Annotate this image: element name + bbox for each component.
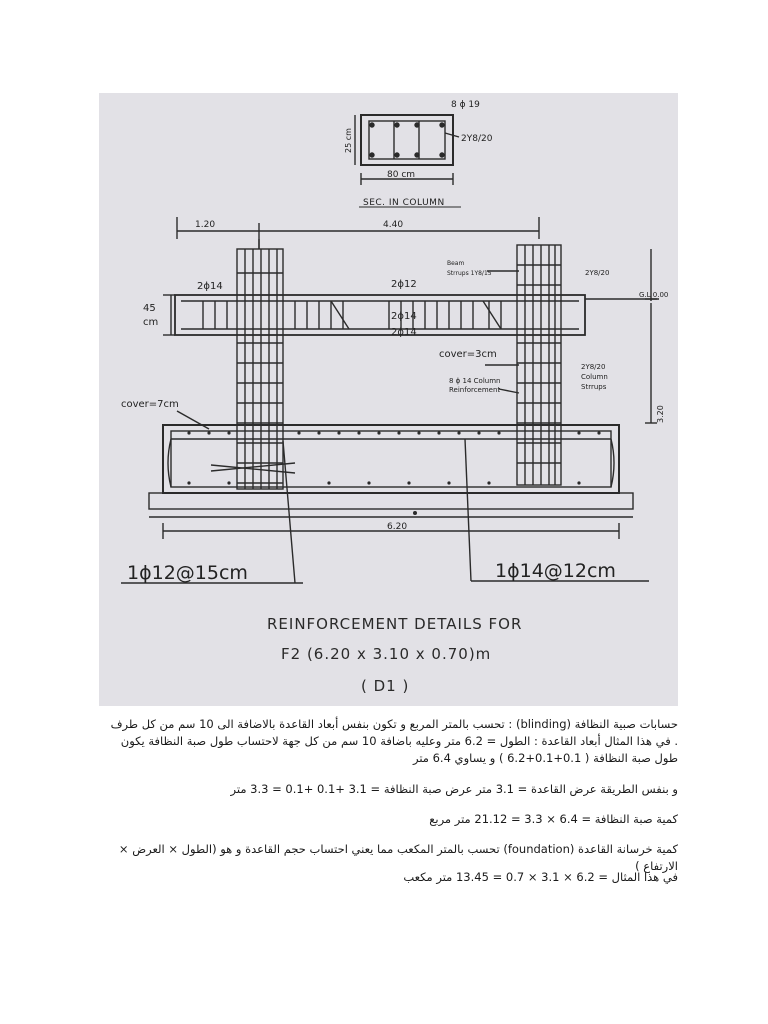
column-stirrups-label-1: 2Y8/20: [581, 363, 606, 371]
right-column: [517, 245, 561, 485]
footing-length-dim: 6.20: [387, 522, 408, 532]
column-width-dim-label: 80 cm: [387, 170, 416, 180]
height-dim: 3.20: [656, 405, 665, 423]
beam-top-left-label: 2ϕ14: [197, 281, 223, 292]
paragraph-blinding: [104, 716, 678, 767]
reinforcement-drawing: [99, 93, 678, 706]
caption-line-1: REINFORCEMENT DETAILS FOR: [267, 615, 523, 633]
column-stirrups-label-2: Column: [581, 373, 608, 381]
paragraph-blinding-width-text: و بنفس الطريقة عرض القاعدة = 3.1 متر عرض صبة النظافة = 3.1 +0.1 +0.1 = 3.3 متر: [230, 782, 678, 796]
column-stirrup-label: 2Y8/20: [461, 134, 493, 144]
beam-cover-label: cover=3cm: [439, 349, 497, 360]
beam-depth-value: 45: [143, 303, 156, 314]
caption-line-2: F2 (6.20 x 3.10 x 0.70)m: [281, 645, 492, 663]
right-stirrup-label: 2Y8/20: [585, 269, 610, 277]
blinding-slab: [149, 493, 633, 509]
beam-top-mid-label: 2ϕ12: [391, 279, 417, 290]
beam-bottom-label-1: 2ϕ14: [391, 311, 417, 322]
paragraph-blinding-text: حسابات صبية النظافة (blinding) : تحسب بالمتر المربع و تكون بنفس أبعاد القاعدة بالاضافة الى 10 سم من كل طرف . في هذا المثال أبعاد القاعدة : الطول = 6.2 متر وعليه باضافة 10 سم من كل جهة لاحتساب طول صبة النظافة يكون طول صبة النظافة ( 0.1+0.1+6.2 ) و يساوي 6.4 متر: [110, 717, 678, 765]
beam-stirrups-label-1: Beam: [447, 260, 465, 267]
column-section-title: SEC. IN COLUMN: [363, 198, 445, 208]
paragraph-blinding-width: [104, 781, 678, 798]
column-section: [355, 115, 461, 207]
paragraph-foundation-volume: [104, 869, 678, 886]
ground-level-label: G.L 0.00: [639, 291, 669, 299]
caption-line-3: ( D1 ): [361, 677, 410, 695]
footing: [163, 425, 619, 493]
column-stirrups-label-3: Strrups: [581, 383, 607, 391]
column-reinf-label-2: Reinforcement: [449, 386, 501, 394]
bar-label-right: 1ϕ14@12cm: [495, 560, 616, 582]
bar-label-left: 1ϕ12@15cm: [127, 562, 248, 584]
column-bars-top-label: 8 ϕ 19: [451, 100, 480, 110]
paragraph-foundation-text: كمية خرسانة القاعدة (foundation) تحسب بالمتر المكعب مما يعني احتساب حجم القاعدة و هو (الطول × العرض × الارتفاع ): [118, 842, 678, 873]
beam-depth-unit: cm: [143, 317, 159, 328]
paragraph-foundation-volume-text: في هذا المثال = 6.2 × 3.1 × 0.7 = 13.45 متر مكعب: [403, 870, 678, 884]
beam-stirrups-label-2: Strrups 1Y8/15: [447, 270, 492, 277]
tie-beam: [175, 249, 659, 335]
column-side-dim-label: 25 cm: [344, 128, 353, 153]
paragraph-blinding-area-text: كمية صبة النظافة = 6.4 × 3.3 = 21.12 متر مربع: [429, 812, 678, 826]
footing-cover-label: cover=7cm: [121, 399, 179, 410]
paragraph-blinding-area: [104, 811, 678, 828]
column-spacing-dim: 4.40: [383, 220, 404, 230]
beam-bottom-label-2: 2ϕ14: [391, 327, 417, 338]
left-offset-dim: 1.20: [195, 220, 216, 230]
left-column: [237, 249, 283, 489]
column-reinf-label-1: 8 ϕ 14 Column: [449, 377, 501, 385]
